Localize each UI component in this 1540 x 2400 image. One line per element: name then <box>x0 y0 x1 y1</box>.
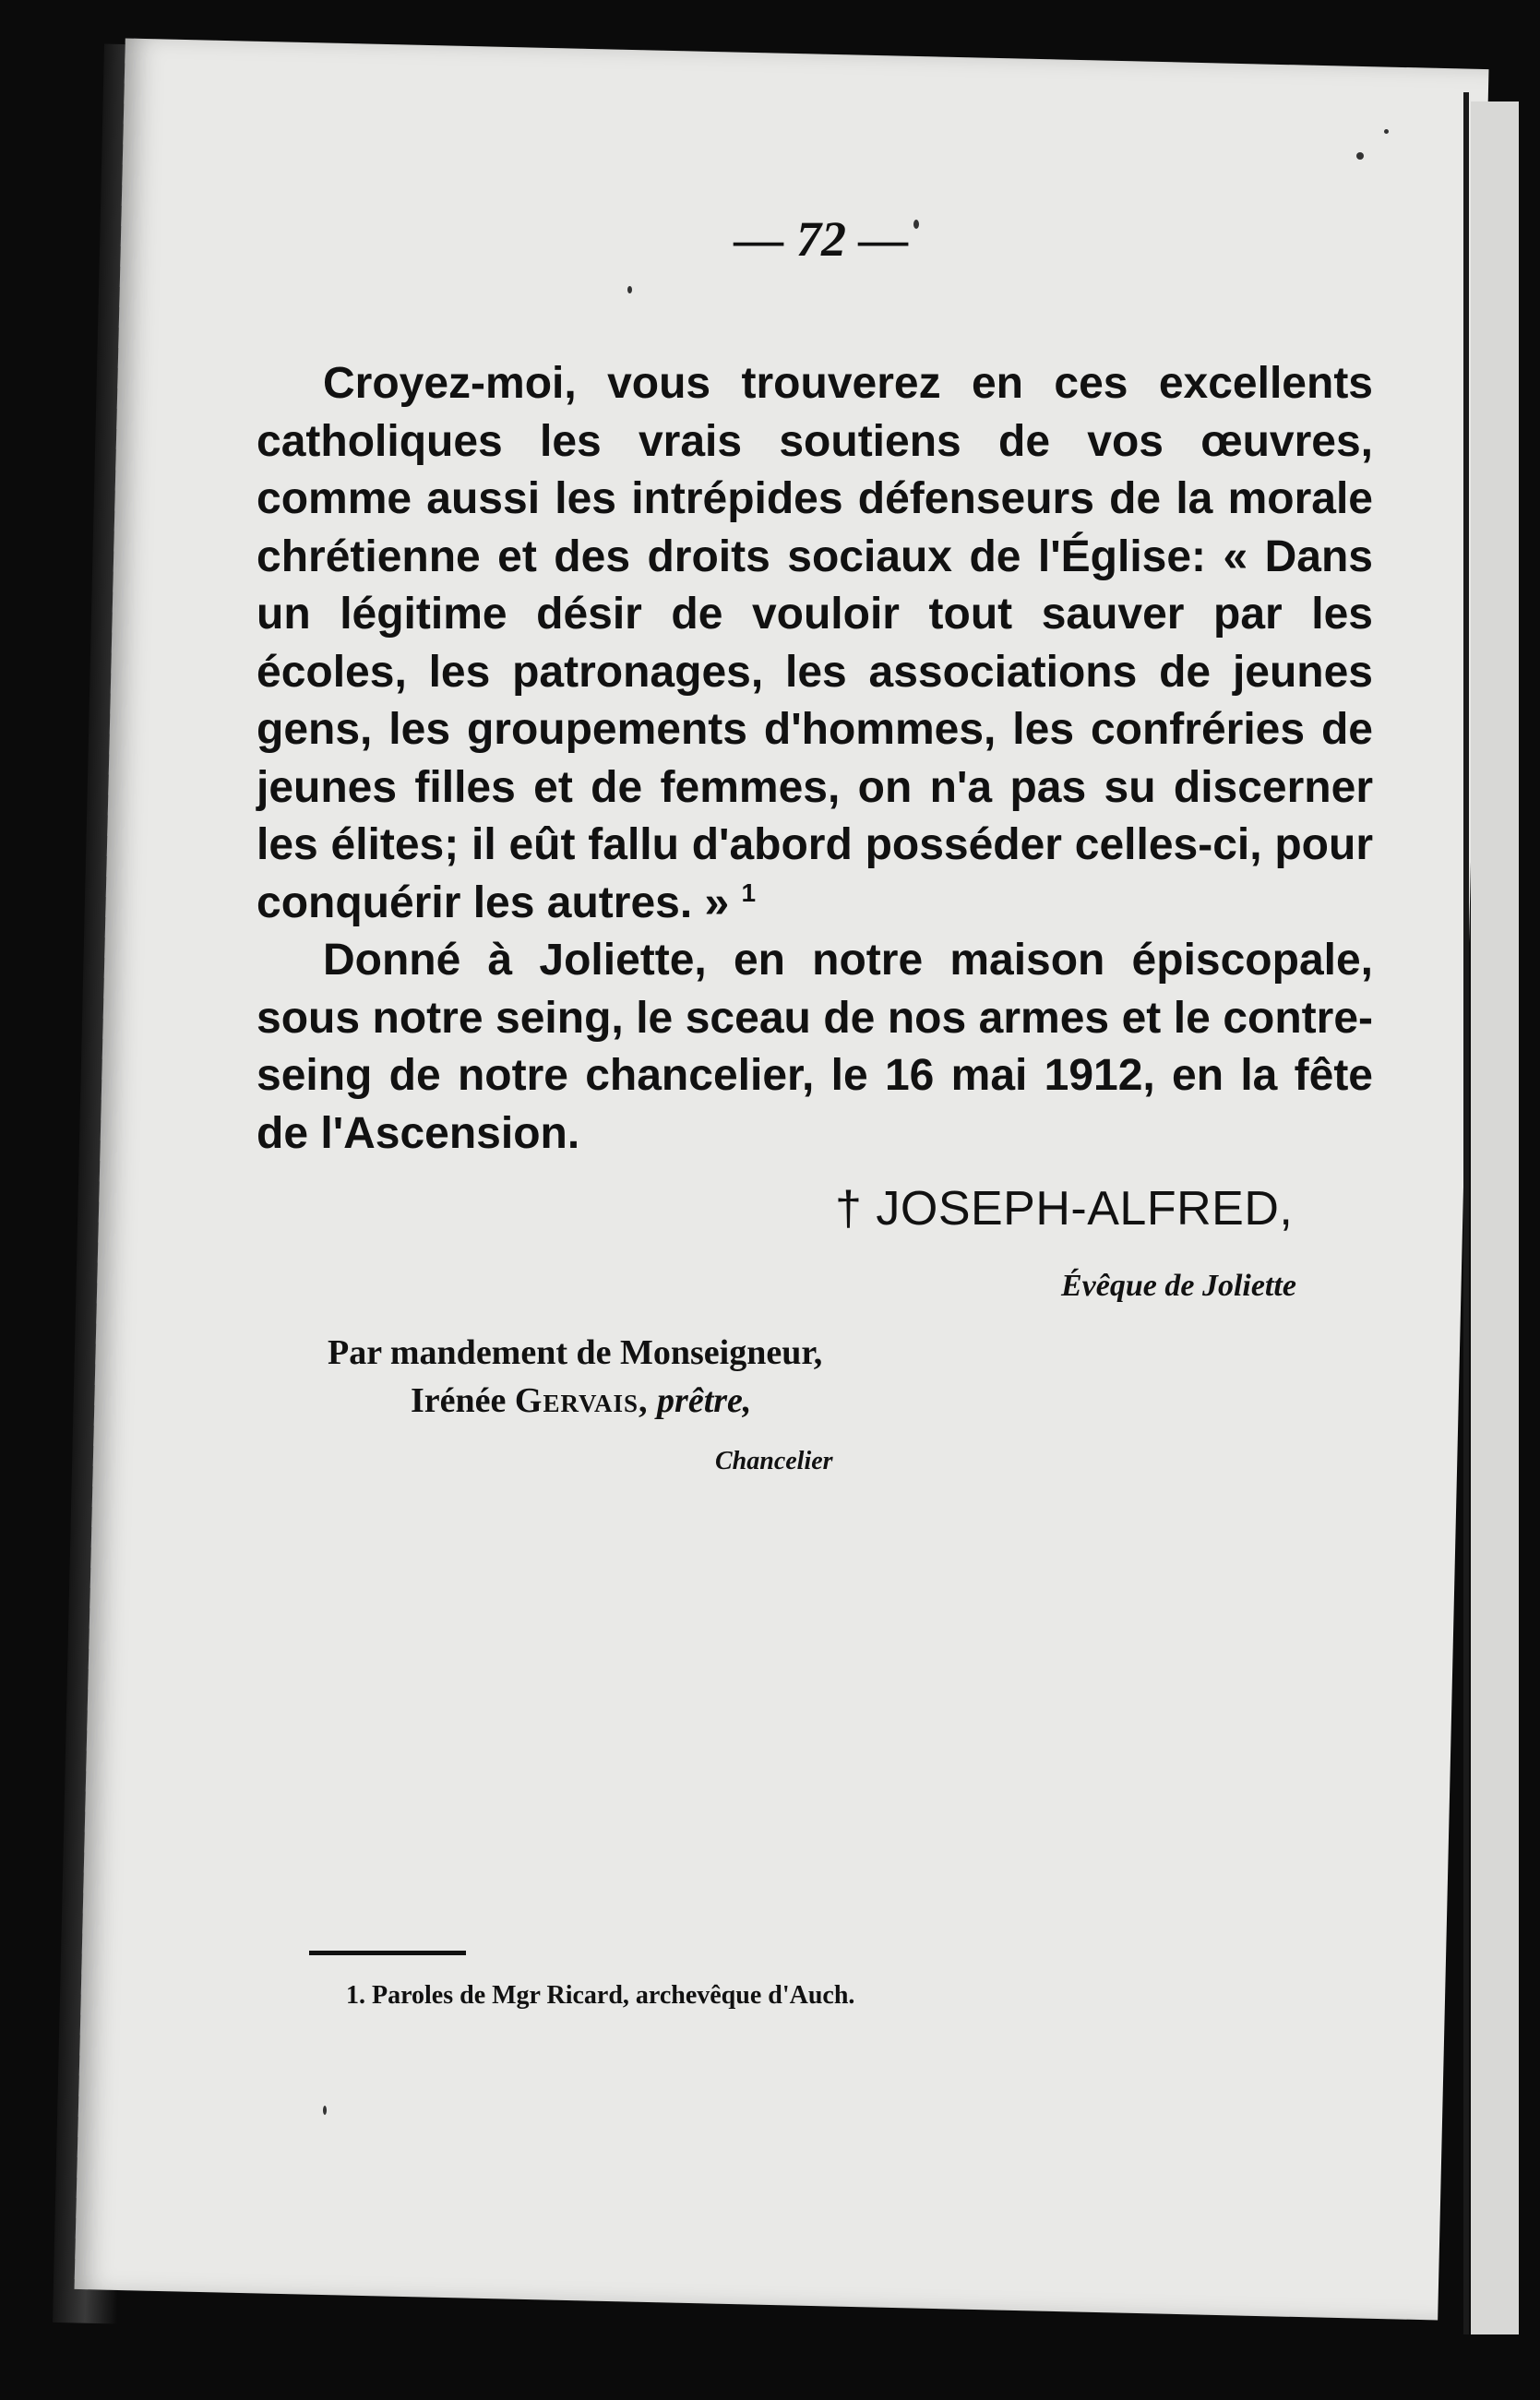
mandate-line: Par mandement de Monseigneur, <box>328 1333 823 1372</box>
footnote-text: 1. Paroles de Mgr Ricard, archevêque d'Auch. <box>346 1981 855 2010</box>
body-text <box>257 355 1373 1163</box>
signature-title: Évêque de Joliette <box>1061 1269 1296 1303</box>
paragraph-2: Donné à Joliette, en notre maison épiscopale, sous notre seing, le sceau de nos armes et le contre-seing de notre chancelier, le 16 mai 1912, en la fête de l'Ascension. <box>257 936 1373 1158</box>
footnote-reference: 1 <box>741 878 757 907</box>
page-number: — 72 — <box>734 211 909 267</box>
paragraph-1-text: Croyez-moi, vous trouverez en ces excellents catholiques les vrais soutiens de vos œuvres, comme aussi les intrépides défenseurs de la morale chrétienne et des droits sociaux de l'Église: « Dans un légitime désir de vouloir tout sauver par les écoles, les patronages, les associations de jeunes gens, les groupements d'hommes, les confréries de jeunes filles et de femmes, on n'a pas su discerner les élites; il eût fallu d'abord posséder celles-ci, pour conquérir les autres. » <box>257 359 1373 927</box>
footnote-divider <box>309 1951 466 1955</box>
dust-speck <box>1356 152 1364 160</box>
signer-office: Chancelier <box>715 1447 833 1475</box>
paragraph-1 <box>257 355 1373 932</box>
signer-first-name: Irénée <box>411 1381 515 1420</box>
dust-speck <box>1384 129 1389 134</box>
signature-name: † JOSEPH-ALFRED, <box>835 1182 1294 1236</box>
signer-last-name: Gervais, <box>514 1381 649 1420</box>
next-page-strip <box>1471 101 1519 2334</box>
dust-speck <box>913 220 919 229</box>
dust-speck <box>627 286 632 293</box>
page-edge-line <box>1463 92 1469 2334</box>
mandate-signer <box>328 1377 822 1425</box>
signer-role: prêtre, <box>648 1381 752 1420</box>
dust-speck <box>323 2106 327 2115</box>
mandate-block <box>328 1329 822 1425</box>
